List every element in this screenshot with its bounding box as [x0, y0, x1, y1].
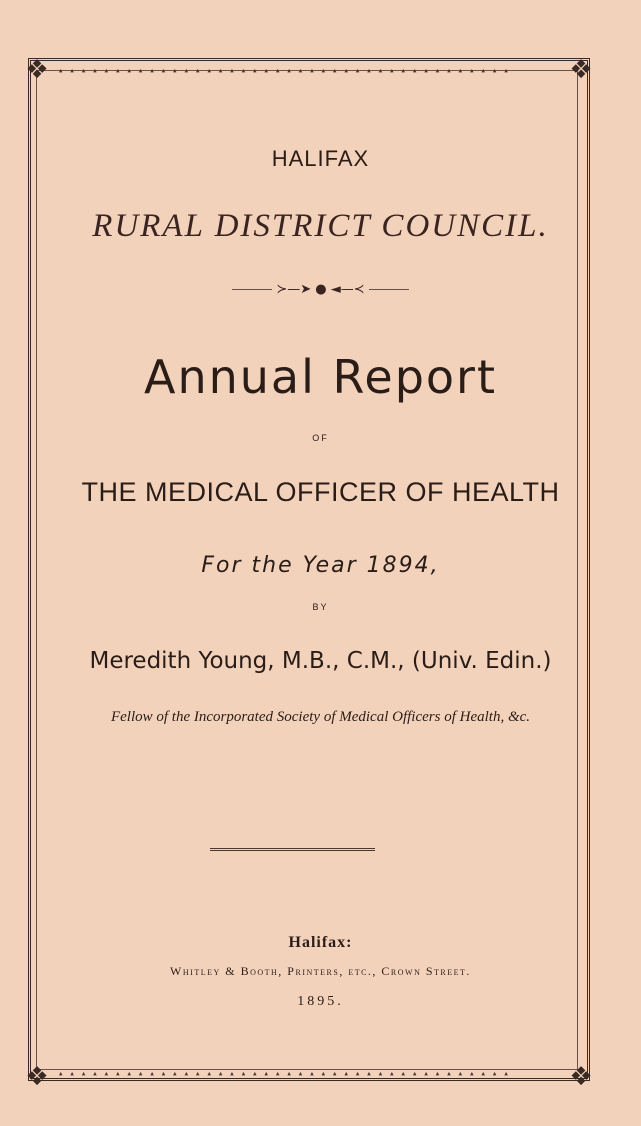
- council-heading: RURAL DISTRICT COUNCIL.: [92, 208, 549, 244]
- imprint-year: 1895.: [297, 994, 344, 1009]
- divider-ornament-icon: ≻—➤ ● ◄—≺: [0, 282, 641, 297]
- author-fellowship: Fellow of the Incorporated Society of Medical Officers of Health, &c.: [110, 709, 531, 725]
- border-decoration: ▴▴▴▴▴▴▴▴▴▴▴▴▴▴▴▴▴▴▴▴▴▴▴▴▴▴▴▴▴▴▴▴▴▴▴▴▴▴▴▴: [58, 66, 515, 76]
- imprint-place: Halifax:: [288, 934, 353, 951]
- ornamental-corner-icon: ❖: [25, 1062, 49, 1092]
- double-rule: [210, 848, 375, 851]
- ornamental-corner-icon: ❖: [569, 1062, 593, 1092]
- ornamental-corner-icon: ❖: [569, 55, 593, 85]
- of-label: OF: [312, 433, 329, 443]
- author-name: Meredith Young, M.B., C.M., (Univ. Edin.): [89, 648, 552, 674]
- report-subject: THE MEDICAL OFFICER OF HEALTH: [81, 477, 560, 507]
- report-title: Annual Report: [143, 350, 497, 404]
- imprint-printers: Whitley & Booth, Printers, etc., Crown Street.: [170, 964, 471, 978]
- ornamental-corner-icon: ❖: [25, 55, 49, 85]
- report-period: For the Year 1894,: [201, 553, 440, 578]
- town-heading: HALIFAX: [271, 146, 370, 171]
- by-label: BY: [312, 602, 329, 612]
- border-decoration: ▴▴▴▴▴▴▴▴▴▴▴▴▴▴▴▴▴▴▴▴▴▴▴▴▴▴▴▴▴▴▴▴▴▴▴▴▴▴▴▴: [58, 1069, 515, 1079]
